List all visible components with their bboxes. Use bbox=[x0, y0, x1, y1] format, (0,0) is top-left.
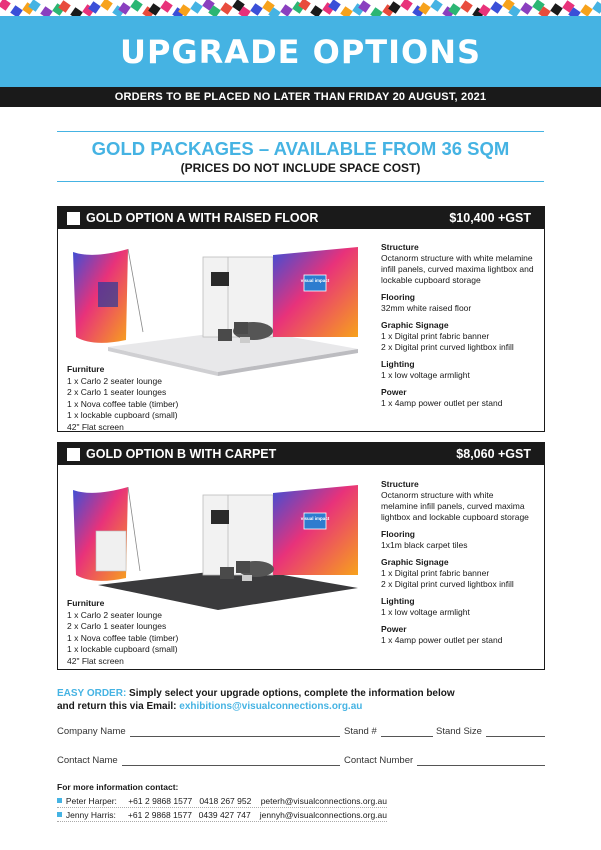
contact-row bbox=[57, 794, 387, 808]
title-banner bbox=[0, 16, 601, 87]
contact-phone: +61 2 9868 1577 bbox=[127, 809, 192, 820]
spec-text: lockable cupboard storage bbox=[381, 275, 481, 285]
stand-size-label: Stand Size bbox=[436, 726, 482, 737]
confetti-piece bbox=[400, 0, 413, 11]
contact-name: Peter Harper: bbox=[65, 795, 117, 806]
option-a-furniture-heading: Furniture bbox=[67, 364, 105, 374]
contact-phone: +61 2 9868 1577 bbox=[128, 795, 193, 806]
option-a-card bbox=[57, 206, 545, 432]
confetti-piece bbox=[430, 0, 443, 12]
confetti-piece bbox=[160, 0, 173, 13]
furniture-item: 1 x lockable cupboard (small) bbox=[67, 410, 178, 421]
option-a-furniture bbox=[67, 364, 178, 434]
confetti-piece bbox=[100, 0, 113, 11]
spec-heading: Structure bbox=[381, 242, 419, 252]
deadline-bar: ORDERS TO BE PLACED NO LATER THAN FRIDAY 20 AUGUST, 2021 bbox=[0, 87, 601, 107]
contact-email[interactable]: peterh@visualconnections.org.au bbox=[260, 795, 387, 806]
furniture-item: 2 x Carlo 1 seater lounges bbox=[67, 621, 167, 632]
furniture-item: 42" Flat screen bbox=[67, 655, 124, 666]
confetti-piece bbox=[220, 2, 233, 15]
option-a-logo-text: visual impact bbox=[300, 278, 330, 283]
spec-text: 1 x 4amp power outlet per stand bbox=[381, 398, 503, 408]
furniture-item: 2 x Carlo 1 seater lounges bbox=[67, 387, 167, 398]
easy-order-text bbox=[57, 687, 455, 713]
contact-mobile: 0439 427 747 bbox=[198, 809, 251, 820]
spec-heading: Lighting bbox=[381, 359, 415, 369]
contact-name: Jenny Harris: bbox=[65, 809, 116, 820]
contact-name-field[interactable] bbox=[57, 755, 340, 766]
gold-packages-title: GOLD PACKAGES – AVAILABLE FROM 36 SQM bbox=[91, 138, 510, 159]
confetti-piece bbox=[490, 1, 503, 14]
page-title: UPGRADE OPTIONS bbox=[119, 32, 482, 71]
confetti-piece bbox=[550, 3, 563, 16]
spec-text: Octanorm structure with white bbox=[381, 490, 494, 500]
spec-heading: Structure bbox=[381, 479, 419, 489]
spec-text: 32mm white raised floor bbox=[381, 303, 472, 313]
contact-heading: For more information contact: bbox=[57, 782, 179, 792]
furniture-item: 1 x Carlo 2 seater lounge bbox=[67, 375, 162, 386]
option-a-title: GOLD OPTION A WITH RAISED FLOOR bbox=[86, 211, 319, 225]
form-row-1 bbox=[57, 726, 545, 740]
company-name-field[interactable] bbox=[57, 726, 340, 737]
furniture-item: 42" Flat screen bbox=[67, 421, 124, 432]
option-b-furniture-heading: Furniture bbox=[67, 598, 105, 608]
option-a-specs bbox=[381, 242, 541, 409]
confetti-piece bbox=[250, 3, 263, 16]
spec-text: melamine infill panels, curved maxima bbox=[381, 501, 525, 511]
spec-text: 1 x low voltage armlight bbox=[381, 607, 470, 617]
bullet-square-icon bbox=[57, 798, 62, 803]
option-b-specs bbox=[381, 479, 541, 646]
bullet-square-icon bbox=[57, 812, 62, 817]
option-b-title: GOLD OPTION B WITH CARPET bbox=[86, 447, 277, 461]
option-a-header bbox=[58, 207, 544, 229]
spec-text: 1 x Digital print fabric banner bbox=[381, 331, 490, 341]
easy-order-email-link[interactable]: exhibitions@visualconnections.org.au bbox=[179, 701, 363, 712]
contact-email[interactable]: jennyh@visualconnections.org.au bbox=[259, 809, 387, 820]
spec-heading: Power bbox=[381, 387, 407, 397]
easy-order-instructions: Simply select your upgrade options, complete the information below bbox=[126, 688, 455, 699]
option-b-logo-text: visual impact bbox=[300, 516, 330, 521]
easy-order-return: and return this via Email: bbox=[57, 701, 180, 712]
option-a-booth-render bbox=[68, 237, 368, 377]
confetti-piece bbox=[190, 1, 203, 14]
spec-text: 1 x low voltage armlight bbox=[381, 370, 470, 380]
spec-text: infill panels, curved maxima lightbox and bbox=[381, 264, 534, 274]
form-row-2 bbox=[57, 755, 545, 769]
spec-heading: Graphic Signage bbox=[381, 557, 449, 567]
furniture-item: 1 x Carlo 2 seater lounge bbox=[67, 609, 162, 620]
furniture-item: 1 x lockable cupboard (small) bbox=[67, 644, 178, 655]
spec-text: 1 x Digital print fabric banner bbox=[381, 568, 490, 578]
spec-text: 1x1m black carpet tiles bbox=[381, 540, 468, 550]
spec-heading: Power bbox=[381, 624, 407, 634]
option-a-checkbox[interactable] bbox=[67, 212, 80, 225]
contact-number-label: Contact Number bbox=[344, 755, 414, 766]
contact-mobile: 0418 267 952 bbox=[199, 795, 252, 806]
contact-number-field[interactable] bbox=[344, 755, 545, 766]
stand-number-field[interactable] bbox=[344, 726, 433, 737]
contact-name-label: Contact Name bbox=[57, 755, 118, 766]
confetti-piece bbox=[280, 4, 293, 17]
spec-text: 1 x 4amp power outlet per stand bbox=[381, 635, 503, 645]
confetti-piece bbox=[520, 2, 533, 15]
confetti-piece bbox=[592, 1, 601, 14]
option-b-checkbox[interactable] bbox=[67, 448, 80, 461]
furniture-item: 1 x Nova coffee table (timber) bbox=[67, 398, 179, 409]
spec-heading: Flooring bbox=[381, 529, 415, 539]
option-b-booth-render bbox=[68, 473, 368, 613]
spec-text: Octanorm structure with white melamine bbox=[381, 253, 533, 263]
confetti-piece bbox=[460, 0, 473, 13]
spec-text: 2 x Digital print curved lightbox infill bbox=[381, 342, 514, 352]
stand-number-label: Stand # bbox=[344, 726, 377, 737]
furniture-item: 1 x Nova coffee table (timber) bbox=[67, 632, 179, 643]
option-b-price: $8,060 +GST bbox=[456, 447, 531, 461]
spec-heading: Lighting bbox=[381, 596, 415, 606]
gold-packages-subtitle: (PRICES DO NOT INCLUDE SPACE COST) bbox=[180, 161, 421, 175]
confetti-piece bbox=[580, 4, 593, 17]
spec-heading: Graphic Signage bbox=[381, 320, 449, 330]
divider-bottom bbox=[57, 181, 544, 182]
spec-text: lightbox and lockable cupboard storage bbox=[381, 512, 529, 522]
option-a-price: $10,400 +GST bbox=[449, 211, 531, 225]
divider-top bbox=[57, 131, 544, 132]
option-b-furniture bbox=[67, 598, 178, 668]
stand-size-field[interactable] bbox=[436, 726, 545, 737]
company-name-label: Company Name bbox=[57, 726, 126, 737]
confetti-piece bbox=[130, 0, 143, 12]
spec-text: 2 x Digital print curved lightbox infill bbox=[381, 579, 514, 589]
contact-row bbox=[57, 808, 387, 822]
confetti-piece bbox=[0, 0, 11, 11]
option-b-card bbox=[57, 442, 545, 670]
spec-heading: Flooring bbox=[381, 292, 415, 302]
easy-order-label: EASY ORDER: bbox=[57, 688, 127, 699]
option-b-header bbox=[58, 443, 544, 465]
